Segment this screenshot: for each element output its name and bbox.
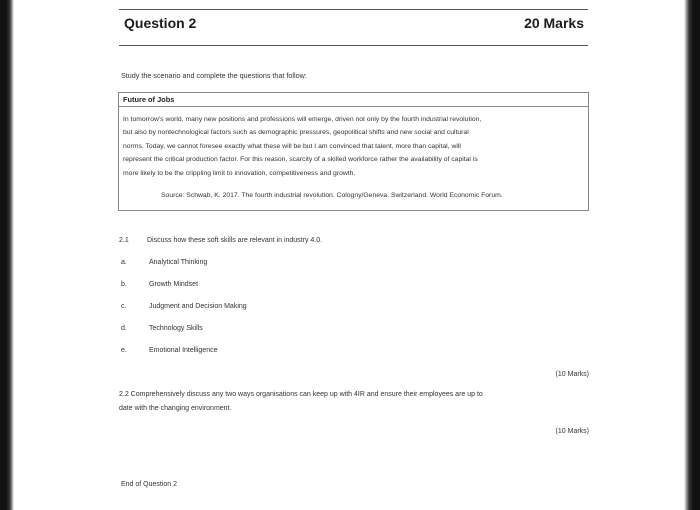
- list-item-label: Analytical Thinking: [149, 259, 208, 266]
- right-edge-shadow: [684, 0, 700, 510]
- list-item-label: Judgment and Decision Making: [149, 303, 247, 310]
- scenario-title-rule: [119, 106, 588, 107]
- list-item-letter: b.: [121, 281, 127, 288]
- scenario-line: norms. Today, we cannot foresee exactly what these will be but I am convinced that talent, more than capital, will: [123, 142, 461, 150]
- top-rule: [119, 9, 588, 10]
- header-rule: [119, 45, 588, 46]
- scenario-source: Source: Schwab, K. 2017. The fourth industrial revolution. Cologny/Geneva. Switzerland. World Economic Forum.: [161, 192, 503, 199]
- question-marks: 20 Marks: [524, 15, 584, 31]
- q22-text-line2: date with the changing environment.: [119, 405, 232, 412]
- question-title: Question 2: [124, 15, 197, 31]
- q21-number: 2.1: [119, 237, 129, 244]
- left-edge-shadow: [0, 0, 14, 510]
- list-item-letter: e.: [121, 347, 127, 354]
- list-item-letter: d.: [121, 325, 127, 332]
- list-item-label: Technology Skills: [149, 325, 203, 332]
- scenario-box: [118, 92, 589, 211]
- scenario-line: represent the critical production factor. For this reason, scarcity of a skilled workforce rather the availability of capital is: [123, 156, 478, 164]
- scenario-title: Future of Jobs: [123, 95, 175, 104]
- q22-text-line1: 2.2 Comprehensively discuss any two ways organisations can keep up with 4IR and ensure their employees are up to: [119, 391, 483, 398]
- list-item-label: Growth Mindset: [149, 281, 199, 288]
- instruction-text: Study the scenario and complete the questions that follow:: [121, 71, 307, 80]
- list-item-label: Emotional Intelligence: [149, 347, 218, 354]
- q22-marks: (10 Marks): [555, 428, 589, 435]
- scenario-paragraph: [123, 113, 583, 180]
- scenario-line: but also by nontechnological factors such as demographic pressures, geopolitical shifts and new social and cultural: [123, 129, 469, 137]
- footer-text: End of Question 2: [121, 481, 178, 488]
- list-item-letter: a.: [121, 259, 127, 266]
- scenario-line: more likely to be the crippling limit to innovation, competitiveness and growth.: [123, 169, 356, 177]
- list-item-letter: c.: [121, 303, 127, 310]
- q21-text: Discuss how these soft skills are relevant in industry 4.0.: [147, 237, 323, 244]
- q21-marks: (10 Marks): [555, 371, 589, 378]
- scenario-line: In tomorrow's world, many new positions and professions will emerge, driven not only by the fourth industrial revolution,: [123, 116, 482, 123]
